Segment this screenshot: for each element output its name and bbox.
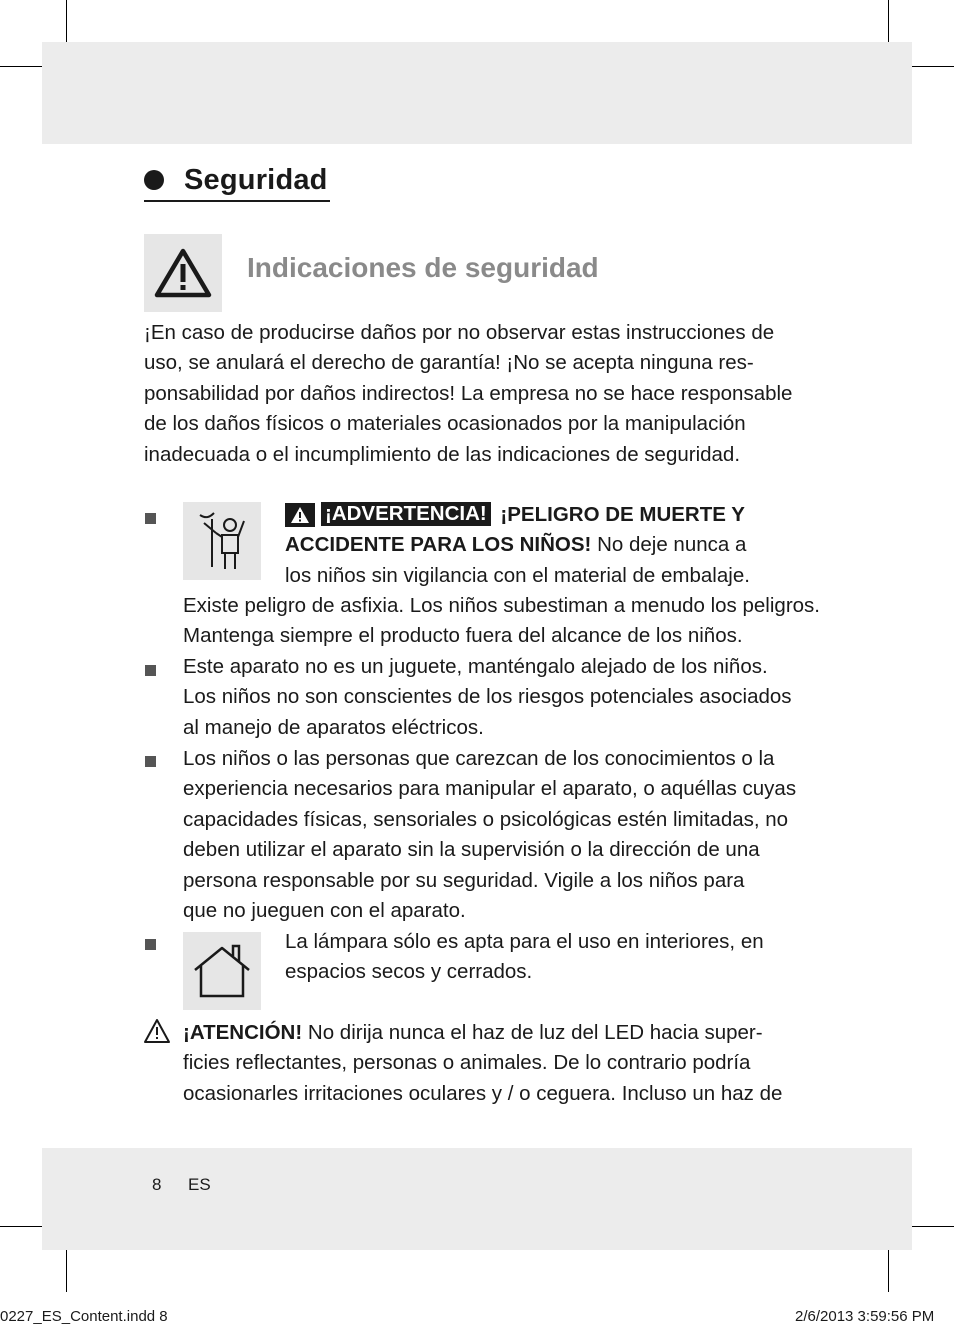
- warning-triangle-icon: [144, 234, 222, 312]
- crop-mark: [888, 1250, 889, 1292]
- text-line: Los niños no son conscientes de los riesgos potenciales asociados: [183, 685, 792, 709]
- text-line: Los niños o las personas que carezcan de los conocimientos o la: [183, 747, 775, 770]
- text-line: Este aparato no es un juguete, manténgalo alejado de los niños.: [183, 655, 768, 678]
- warning-heading: ACCIDENTE PARA LOS NIÑOS!: [285, 533, 592, 557]
- text-line: capacidades físicas, sensoriales o psicológicas estén limitadas, no: [183, 807, 789, 831]
- crop-mark: [0, 66, 42, 67]
- text-line: ponsabilidad por daños indirectos! La empresa no se hace responsable: [144, 381, 793, 405]
- text-line: ¡En caso de producirse daños por no observar estas instrucciones de: [144, 321, 775, 344]
- text-line: ocasionarles irritaciones oculares y / o ceguera. Incluso un haz de: [183, 1081, 783, 1105]
- slug-filename: 0227_ES_Content.indd 8: [0, 1308, 168, 1325]
- bullet-text-persons: [183, 744, 823, 926]
- intro-paragraph: [144, 318, 816, 470]
- crop-mark: [0, 1226, 42, 1227]
- text-line: que no jueguen con el aparato.: [183, 899, 466, 923]
- warning-children-text: [285, 500, 825, 591]
- text-line: [285, 530, 825, 560]
- list-bullet: [145, 665, 156, 676]
- warning-tag: ¡ADVERTENCIA!: [321, 502, 491, 526]
- caution-triangle-icon: [143, 1018, 171, 1049]
- warning-text: No deje nunca a: [597, 533, 747, 557]
- attention-label: ¡ATENCIÓN!: [183, 1021, 303, 1044]
- crop-mark: [66, 1250, 67, 1292]
- bullet-dot-icon: [144, 170, 164, 190]
- text-line: [285, 500, 825, 530]
- text-line: [183, 1018, 823, 1048]
- text-line: uso, se anulará el derecho de garantía! ¡No se acepta ninguna res-: [144, 351, 754, 375]
- text-line: los niños sin vigilancia con el material de embalaje.: [285, 563, 750, 587]
- header-band: [42, 42, 912, 144]
- text-line: experiencia necesarios para manipular el aparato, o aquéllas cuyas: [183, 777, 797, 801]
- text-line: ficies reflectantes, personas o animales. De lo contrario podría: [183, 1051, 751, 1075]
- list-bullet: [145, 513, 156, 524]
- section-title: Seguridad: [184, 163, 328, 196]
- crop-mark: [888, 0, 889, 42]
- text-line: La lámpara sólo es apta para el uso en interiores, en: [285, 930, 764, 953]
- text-line: al manejo de aparatos eléctricos.: [183, 715, 484, 739]
- attention-paragraph: [183, 1018, 823, 1109]
- bullet-text-toy: [183, 652, 823, 743]
- footer-band: [42, 1148, 912, 1250]
- text-line: deben utilizar el aparato sin la supervisión o la dirección de una: [183, 838, 760, 862]
- text-line: Mantenga siempre el producto fuera del alcance de los niños.: [183, 624, 743, 648]
- child-hazard-icon: [183, 502, 261, 580]
- text-line: de los daños físicos o materiales ocasionados por la manipulación: [144, 412, 746, 436]
- bullet-text-indoor: [285, 927, 825, 988]
- attention-text: No dirija nunca el haz de luz del LED hacia super-: [307, 1021, 763, 1044]
- warning-heading: ¡PELIGRO DE MUERTE Y: [500, 503, 745, 526]
- page-number: 8: [152, 1175, 162, 1194]
- list-bullet: [145, 939, 156, 950]
- section-heading: [144, 160, 330, 202]
- slug-datetime: 2/6/2013 3:59:56 PM: [795, 1308, 935, 1325]
- warning-triangle-icon: [285, 503, 315, 527]
- list-bullet: [145, 756, 156, 767]
- text-line: inadecuada o el incumplimiento de las indicaciones de seguridad.: [144, 442, 741, 466]
- warning-children-continuation: [183, 591, 823, 652]
- subsection-title: Indicaciones de seguridad: [247, 252, 599, 283]
- house-icon: [183, 932, 261, 1010]
- crop-mark: [66, 0, 67, 42]
- crop-mark: [912, 66, 954, 67]
- crop-mark: [912, 1226, 954, 1227]
- text-line: persona responsable por su seguridad. Vigile a los niños para: [183, 868, 745, 892]
- language-code: ES: [188, 1175, 211, 1194]
- text-line: Existe peligro de asfixia. Los niños subestiman a menudo los peligros.: [183, 594, 820, 617]
- text-line: espacios secos y cerrados.: [285, 960, 533, 984]
